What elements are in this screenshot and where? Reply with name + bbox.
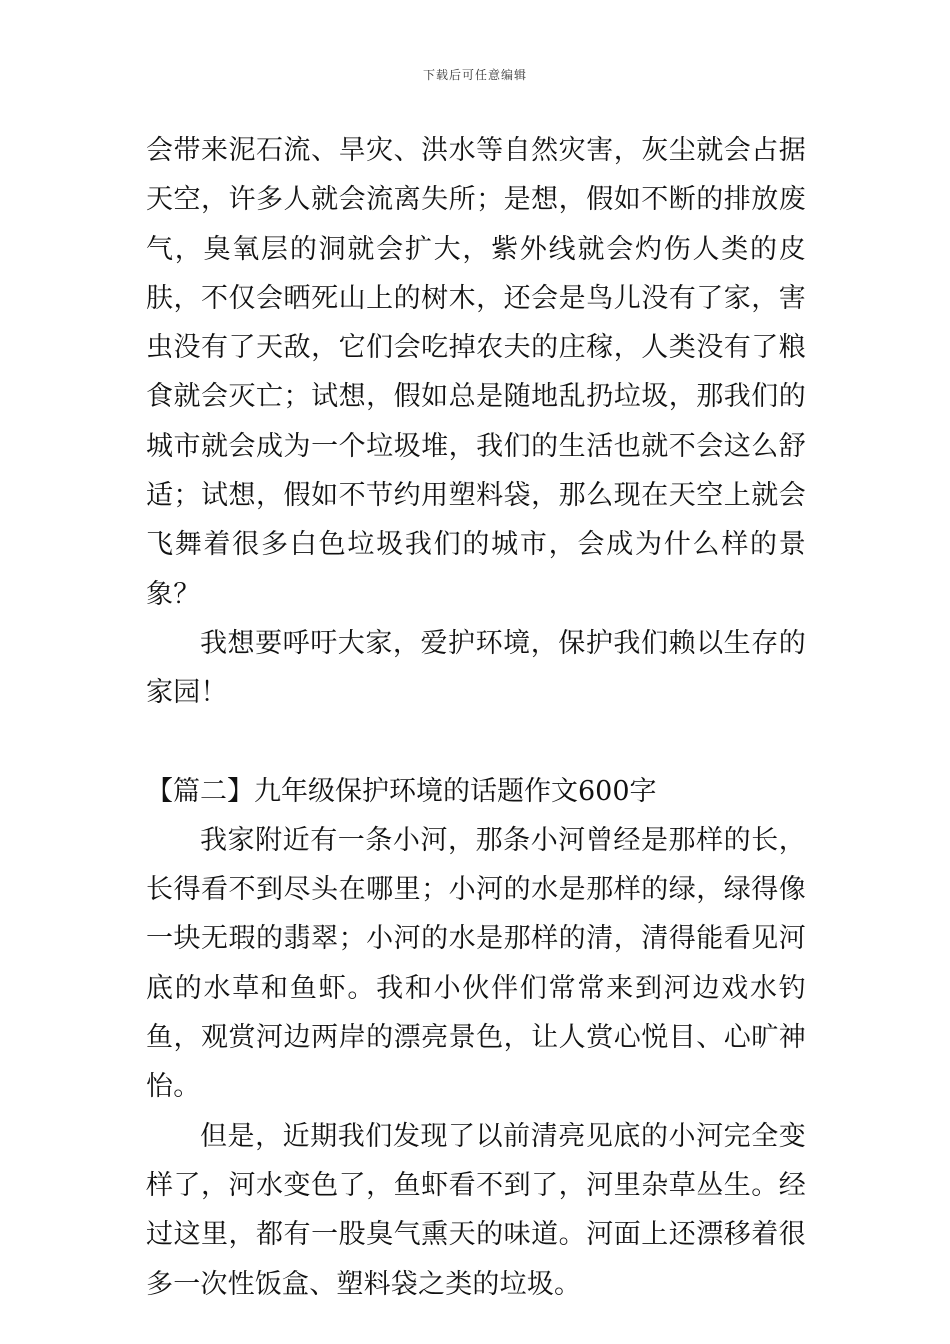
paragraph-appeal: 我想要呼吁大家，爱护环境，保护我们赖以生存的家园！ <box>146 627 806 709</box>
paragraph-continued: 会带来泥石流、旱灾、洪水等自然灾害，灰尘就会占据天空，许多人就会流离失所；是想，假如不断的排放废气，臭氧层的洞就会扩大，紫外线就会灼伤人类的皮肤，不仅会晒死山上的树木，还会是鸟儿没有了家，害虫没有了天敌，它们会吃掉农夫的庄稼，人类没有了粮食就会灭亡；试想，假如总是随地乱扔垃圾，那我们的城市就会成为一个垃圾堆，我们的生活也就不会这么舒适；试想，假如不节约用塑料袋，那么现在天空上就会飞舞着很多白色垃圾我们的城市，会成为什么样的景象？ <box>146 135 806 610</box>
document-body <box>146 126 806 1309</box>
section-title: 【篇二】九年级保护环境的话题作文600字 <box>146 775 657 807</box>
paragraph-river-change: 但是，近期我们发现了以前清亮见底的小河完全变样了，河水变色了，鱼虾看不到了，河里杂草丛生。经过这里，都有一股臭气熏天的味道。河面上还漂移着很多一次性饭盒、塑料袋之类的垃圾。 <box>146 1120 806 1300</box>
paragraph-river-description: 我家附近有一条小河，那条小河曾经是那样的长，长得看不到尽头在哪里；小河的水是那样的绿，绿得像一块无瑕的翡翠；小河的水是那样的清，清得能看见河底的水草和鱼虾。我和小伙伴们常常来到河边戏水钓鱼，观赏河边两岸的漂亮景色，让人赏心悦目、心旷神怡。 <box>146 824 806 1103</box>
page-header-note: 下载后可任意编辑 <box>422 68 527 82</box>
section-spacer <box>146 718 806 767</box>
